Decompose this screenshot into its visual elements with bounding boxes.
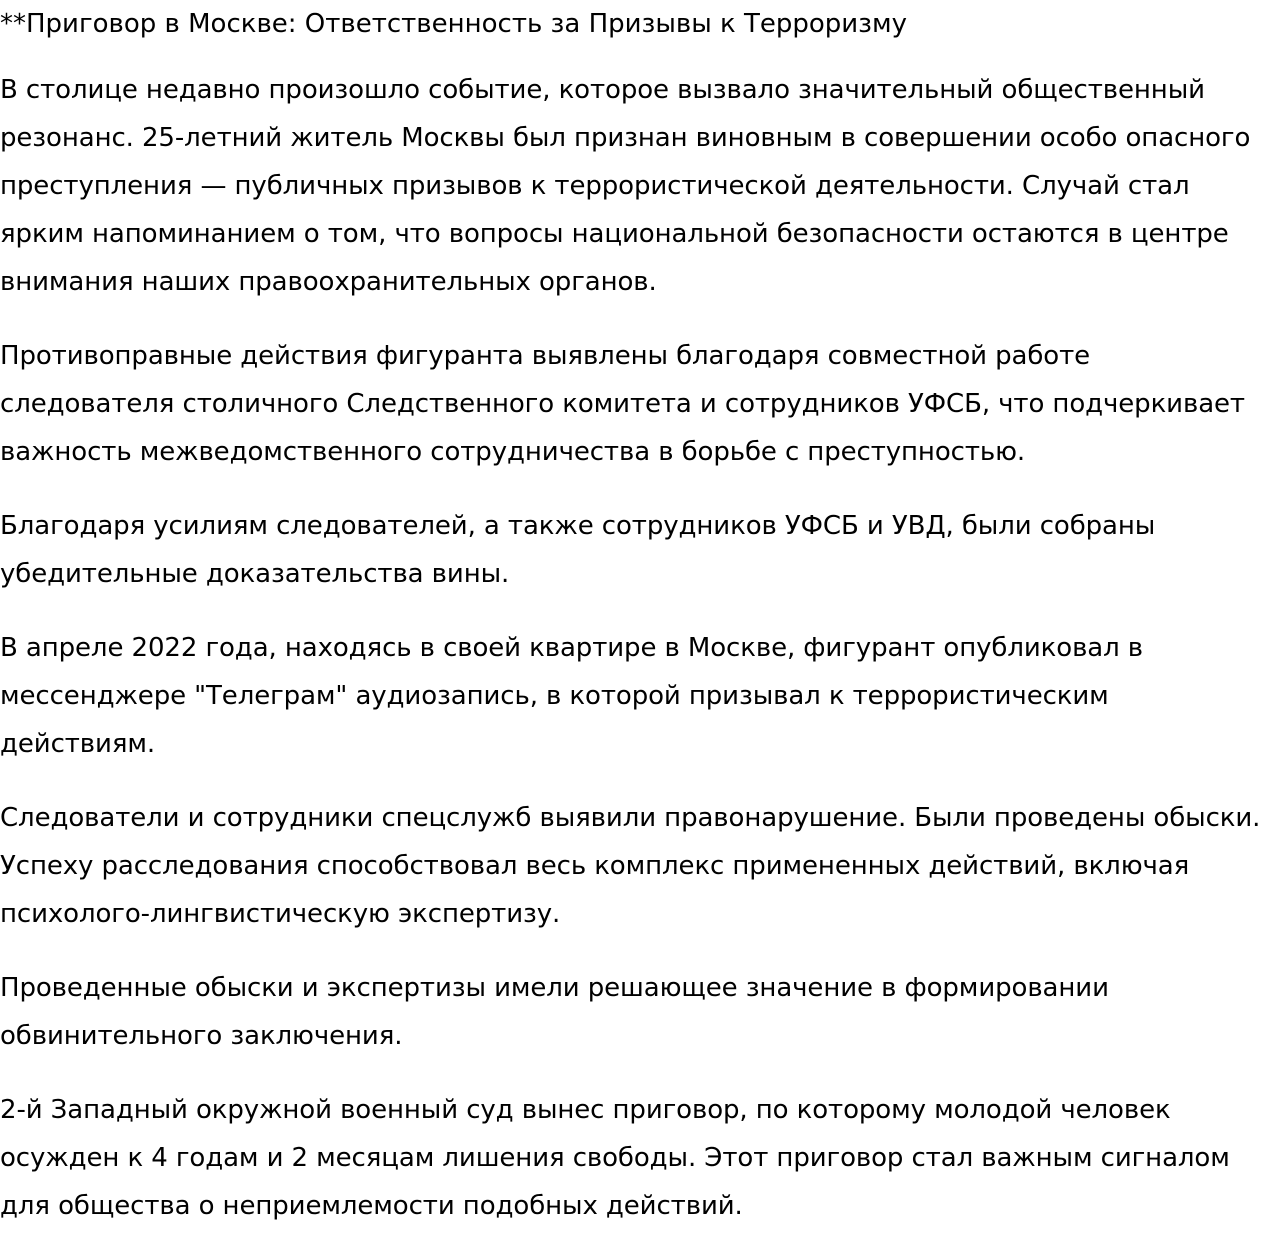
paragraph-expertise: Проведенные обыски и экспертизы имели решающее значение в формировании обвинительного заключения. <box>0 973 1109 1051</box>
paragraph-publication: В апреле 2022 года, находясь в своей квартире в Москве, фигурант опубликовал в мессенджере "Телеграм" аудиозапись, в которой призывал к террористическим действиям. <box>0 633 1144 759</box>
paragraph-incident: В столице недавно произошло событие, которое вызвало значительный общественный резонанс. 25-летний житель Москвы был признан виновным в совершении особо опасного преступления — публичных призывов к террористической деятельности. Случай стал ярким напоминанием о том, что вопросы национальной безопасности остаются в центре внимания наших правоохранительных органов. <box>0 75 1251 297</box>
paragraph-verdict: 2-й Западный окружной военный суд вынес приговор, по которому молодой человек осужден к 4 годам и 2 месяцам лишения свободы. Этот приговор стал важным сигналом для общества о неприемлемости подобных действий. <box>0 1095 1230 1221</box>
article-title: **Приговор в Москве: Ответственность за Призывы к Терроризму <box>0 9 907 39</box>
paragraph-evidence: Благодаря усилиям следователей, а также сотрудников УФСБ и УВД, были собраны убедительные доказательства вины. <box>0 511 1156 589</box>
paragraph-searches: Следователи и сотрудники спецслужб выявили правонарушение. Были проведены обыски. Успеху расследования способствовал весь комплекс примененных действий, включая психолого-лингвистическую экспертизу. <box>0 803 1261 929</box>
paragraph-investigation: Противоправные действия фигуранта выявлены благодаря совместной работе следователя столичного Следственного комитета и сотрудников УФСБ, что подчеркивает важность межведомственного сотрудничества в борьбе с преступностью. <box>0 341 1245 467</box>
